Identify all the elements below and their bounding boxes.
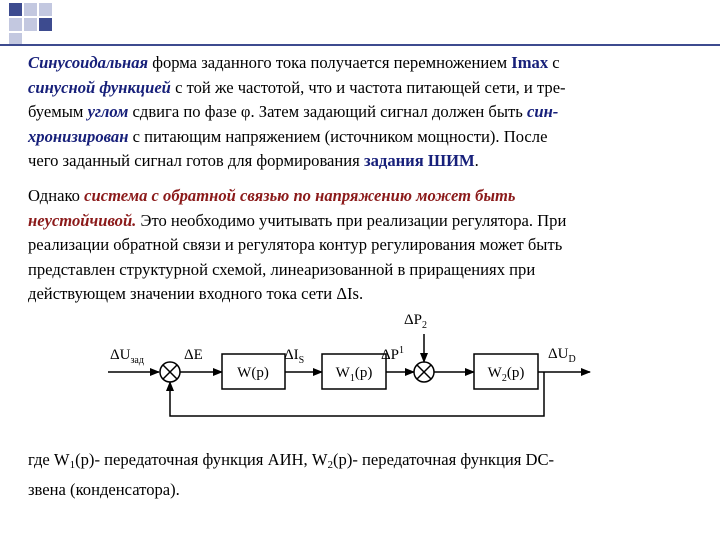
corner-square-light [39,3,52,16]
text-fragment: (p)- передаточная функция DC- [333,450,555,469]
current-label: $\Delta I_S$ [284,347,305,366]
term-imax: Imax [511,53,549,72]
text-line: реализации обратной связи и регулятора контур регулирования может быть [28,235,563,254]
text-line: представлен структурной схемой, линеаризованной в приращениях при [28,259,536,279]
output-label: $\Delta U_D$ [548,346,576,365]
paragraph-sinusoidal-current [28,51,693,174]
subscript: 1 [69,459,76,471]
term-angle: углом [87,102,129,121]
paragraph-feedback-stability [28,184,693,307]
term-sine-function: синусной функцией [28,77,171,97]
text-line [28,100,693,125]
text-fragment: Однако [28,186,85,205]
text-fragment: . [474,151,479,170]
text-fragment: чего заданный сигнал готов для формирования [28,151,364,170]
block-w1-label: $W_1(p)$ [335,365,373,384]
corner-square-dark [9,3,22,16]
corner-square-dark [39,18,52,31]
block-w-label: W(p) [237,365,269,381]
term-pwm-setpoint: задания ШИМ [363,151,475,170]
text-fragment: Это необходимо учитывать при реализации регулятора. При [136,210,567,230]
term-unstable-system: система с обратной связью по напряжению может быть [84,186,516,205]
text-line: звена (конденсатора). [28,479,180,499]
text-fragment: с [548,53,560,72]
corner-square-light [24,3,37,16]
text-line [28,149,693,174]
term-synchronized: син- [526,102,559,121]
text-line: действующем значении входного тока сети ΔIs. [28,284,364,303]
text-line [28,51,693,76]
text-line [28,76,693,101]
block-w2-label: $W_2(p)$ [487,365,525,384]
term-synchronized-end: хронизирован [28,126,129,146]
text-fragment: (p)- передаточная функция АИН, W [75,450,328,469]
power-p1-label: $\Delta P^1$ [381,345,404,363]
text-line [28,125,693,150]
term-sinusoidal: Синусоидальная [28,53,149,72]
text-line [28,448,693,478]
text-line [28,209,693,234]
text-fragment: форма заданного тока получается перемножением [148,53,512,72]
error-label: ΔE [184,347,203,363]
summing-junction-2 [414,362,434,382]
corner-square-light [24,18,37,31]
subscript: 2 [327,459,333,471]
block-diagram [0,300,720,450]
text-fragment: сдвига по фазе φ. Затем задающий сигнал должен быть [128,102,527,121]
input-label: $\Delta U_{зад}$ [110,347,144,366]
text-fragment: где W [28,450,70,469]
header-rule [0,44,720,46]
paragraph-transfer-functions [28,448,693,502]
corner-square-light [9,18,22,31]
text-fragment: с той же частотой, что и частота питающей сети, и тре- [170,77,566,97]
disturbance-p2-label: $\Delta P_2$ [404,312,427,331]
text-line [28,184,693,209]
term-unstable: неустойчивой. [28,210,137,230]
text-fragment: с питающим напряжением (источником мощности). После [128,126,548,146]
summing-junction-1 [160,362,180,382]
text-fragment: буемым [28,102,88,121]
